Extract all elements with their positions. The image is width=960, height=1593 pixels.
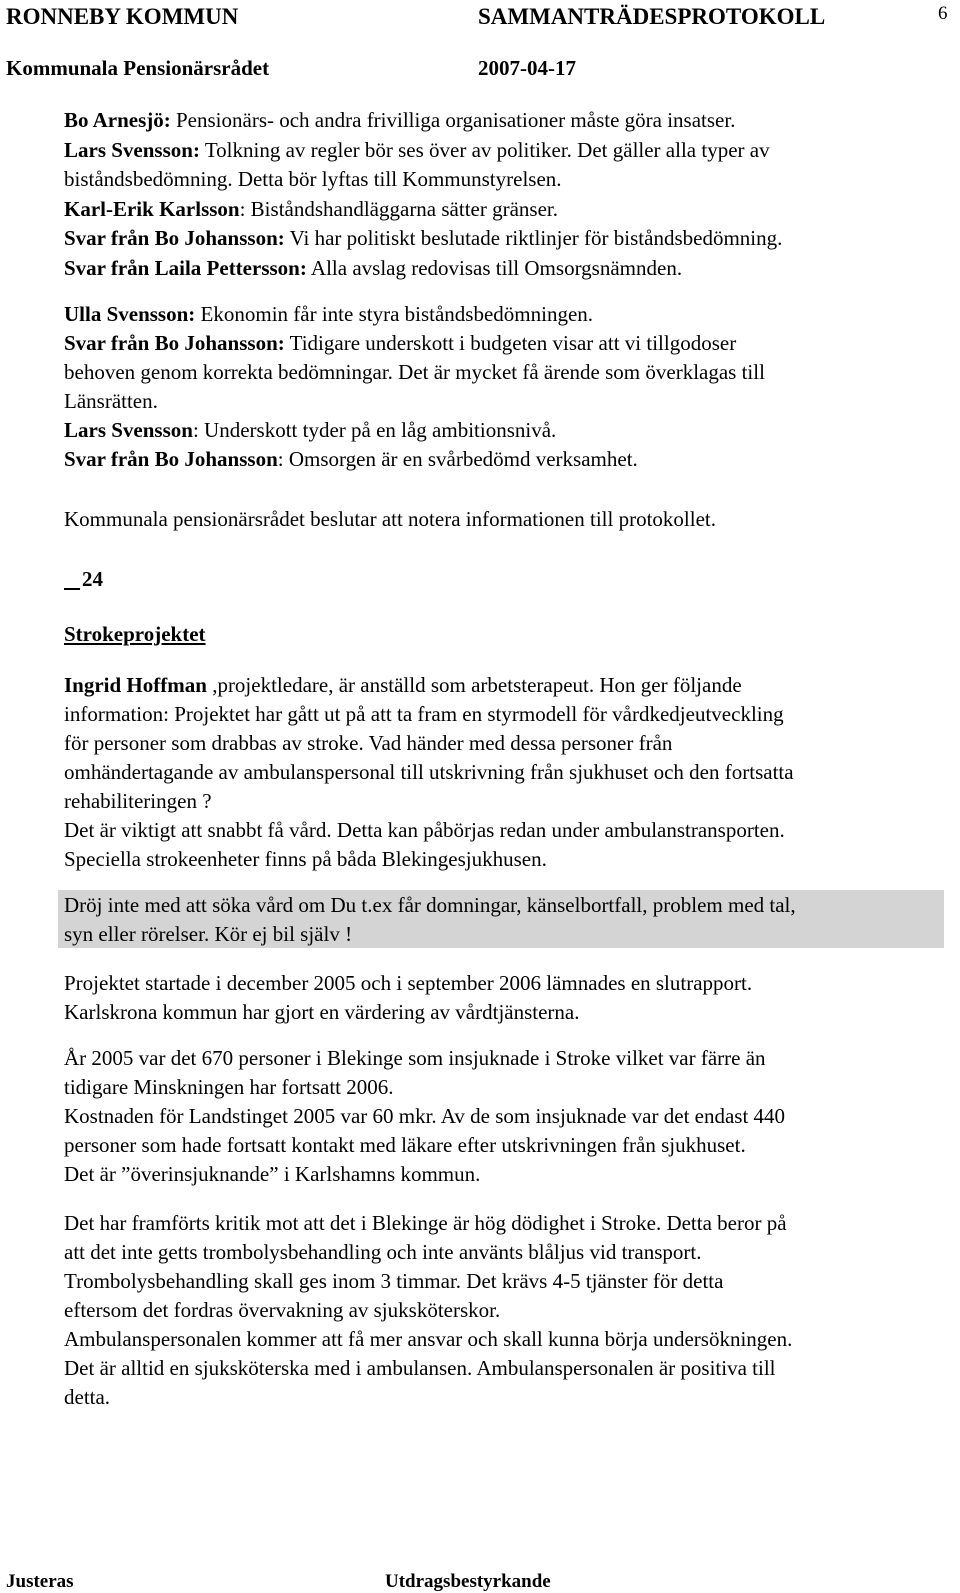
discussion-line (64, 224, 944, 254)
highlight-text-block (64, 891, 944, 949)
statement-text: : Underskott tyder på en låg ambitionsnivå. (192, 418, 557, 442)
presentation-line: Det är viktigt att snabbt få vård. Detta kan påbörjas redan under ambulanstransporten. (64, 818, 785, 842)
paragraph-line: detta. (64, 1385, 111, 1409)
presentation-line: omhändertagande av ambulanspersonal till utskrivning från sjukhuset och den fortsatta (64, 760, 794, 784)
speaker-name: Ulla Svensson: (64, 302, 196, 326)
discussion-block (64, 300, 944, 474)
section-title: Strokeprojektet (64, 622, 206, 646)
presentation-line (64, 671, 944, 700)
paragraph-line: Karlskrona kommun har gjort en värdering av vårdtjänsterna. (64, 1000, 580, 1024)
speaker-name: Lars Svensson (64, 418, 193, 442)
discussion-line (64, 300, 944, 329)
presentation-block (64, 671, 944, 874)
paragraph-sign-icon (64, 563, 80, 590)
discussion-block (64, 106, 944, 284)
discussion-line (64, 387, 944, 416)
discussion-line (64, 136, 944, 166)
discussion-line (64, 416, 944, 445)
statement-text: Ekonomin får inte styra biståndsbedömningen. (195, 302, 594, 326)
paragraph-line: Det är alltid en sjuksköterska med i ambulansen. Ambulanspersonalen är positiva till (64, 1356, 776, 1380)
presentation-line: information: Projektet har gått ut på att ta fram en styrmodell för vårdkedjeutveckling (64, 702, 784, 726)
speaker-name: Lars Svensson: (64, 137, 200, 162)
discussion-line (64, 329, 944, 358)
paragraph-line: personer som hade fortsatt kontakt med läkare efter utskrivningen från sjukhuset. (64, 1133, 746, 1157)
discussion-line (64, 358, 944, 387)
footer-extract-label: Utdragsbestyrkande (385, 1571, 551, 1592)
page-number: 6 (938, 3, 948, 24)
speaker-name: Ingrid Hoffman (64, 673, 207, 697)
statement-text: ,projektledare, är anställd som arbetsterapeut. Hon ger följande (206, 673, 742, 697)
project-paragraph (64, 969, 944, 1027)
municipality-name: RONNEBY KOMMUN (6, 4, 239, 29)
paragraph-line: att det inte getts trombolysbehandling och inte använts blåljus vid transport. (64, 1240, 702, 1264)
paragraph-line: Projektet startade i december 2005 och i september 2006 lämnades en slutrapport. (64, 971, 753, 995)
meeting-date: 2007-04-17 (478, 56, 576, 80)
discussion-line (64, 165, 944, 195)
committee-name: Kommunala Pensionärsrådet (6, 56, 270, 80)
paragraph-line: Det är ”överinsjuknande” i Karlshamns kommun. (64, 1162, 481, 1186)
highlight-line: Dröj inte med att söka vård om Du t.ex får domningar, känselbortfall, problem med tal, (64, 893, 796, 917)
decision-text: Kommunala pensionärsrådet beslutar att notera informationen till protokollet. (64, 507, 716, 531)
paragraph-line: tidigare Minskningen har fortsatt 2006. (64, 1075, 394, 1099)
highlight-line: syn eller rörelser. Kör ej bil själv ! (64, 922, 353, 946)
discussion-line (64, 106, 944, 136)
speaker-name: Svar från Bo Johansson: (64, 331, 285, 355)
criticism-paragraph (64, 1209, 944, 1412)
statement-text: Vi har politiskt beslutade riktlinjer för biståndsbedömning. (284, 226, 783, 251)
speaker-name: Svar från Laila Pettersson: (64, 255, 307, 280)
presentation-line: rehabiliteringen ? (64, 789, 212, 813)
paragraph-line: Det har framförts kritik mot att det i Blekinge är hög dödighet i Stroke. Detta beror på (64, 1211, 787, 1235)
section-number-value: 24 (82, 567, 103, 591)
statement-text: Tidigare underskott i budgeten visar att vi tillgodoser (284, 331, 737, 355)
statement-text: Länsrätten. (64, 389, 158, 413)
discussion-line (64, 195, 944, 225)
statement-text: behoven genom korrekta bedömningar. Det är mycket få ärende som överklagas till (64, 360, 765, 384)
section-number (64, 563, 103, 594)
statement-text: Pensionärs- och andra frivilliga organisationer måste göra insatser. (170, 108, 736, 132)
paragraph-line: eftersom det fordras övervakning av sjuksköterskor. (64, 1298, 501, 1322)
statement-text: biståndsbedömning. Detta bör lyftas till Kommunstyrelsen. (64, 167, 562, 192)
paragraph-line: Trombolysbehandling skall ges inom 3 timmar. Det krävs 4-5 tjänster för detta (64, 1269, 724, 1293)
decision-block (64, 505, 944, 534)
speaker-name: Svar från Bo Johansson (64, 447, 278, 471)
statement-text: Alla avslag redovisas till Omsorgsnämnden. (306, 255, 683, 280)
presentation-line: för personer som drabbas av stroke. Vad händer med dessa personer från (64, 731, 673, 755)
discussion-line (64, 445, 944, 474)
speaker-name: Svar från Bo Johansson: (64, 226, 285, 251)
statement-text: : Biståndshandläggarna sätter gränser. (239, 196, 558, 221)
statistics-paragraph (64, 1044, 944, 1189)
speaker-name: Karl-Erik Karlsson (64, 196, 240, 221)
document-type: SAMMANTRÄDESPROTOKOLL (478, 4, 826, 29)
paragraph-line: År 2005 var det 670 personer i Blekinge som insjuknade i Stroke vilket var färre än (64, 1046, 766, 1070)
presentation-line: Speciella strokeenheter finns på båda Blekingesjukhusen. (64, 847, 547, 871)
speaker-name: Bo Arnesjö: (64, 108, 171, 132)
statement-text: Tolkning av regler bör ses över av politiker. Det gäller alla typer av (199, 137, 770, 162)
discussion-line (64, 254, 944, 284)
paragraph-line: Ambulanspersonalen kommer att få mer ansvar och skall kunna börja undersökningen. (64, 1327, 793, 1351)
paragraph-line: Kostnaden för Landstinget 2005 var 60 mkr. Av de som insjuknade var det endast 440 (64, 1104, 786, 1128)
statement-text: : Omsorgen är en svårbedömd verksamhet. (277, 447, 638, 471)
footer-sign-label: Justeras (6, 1571, 74, 1592)
